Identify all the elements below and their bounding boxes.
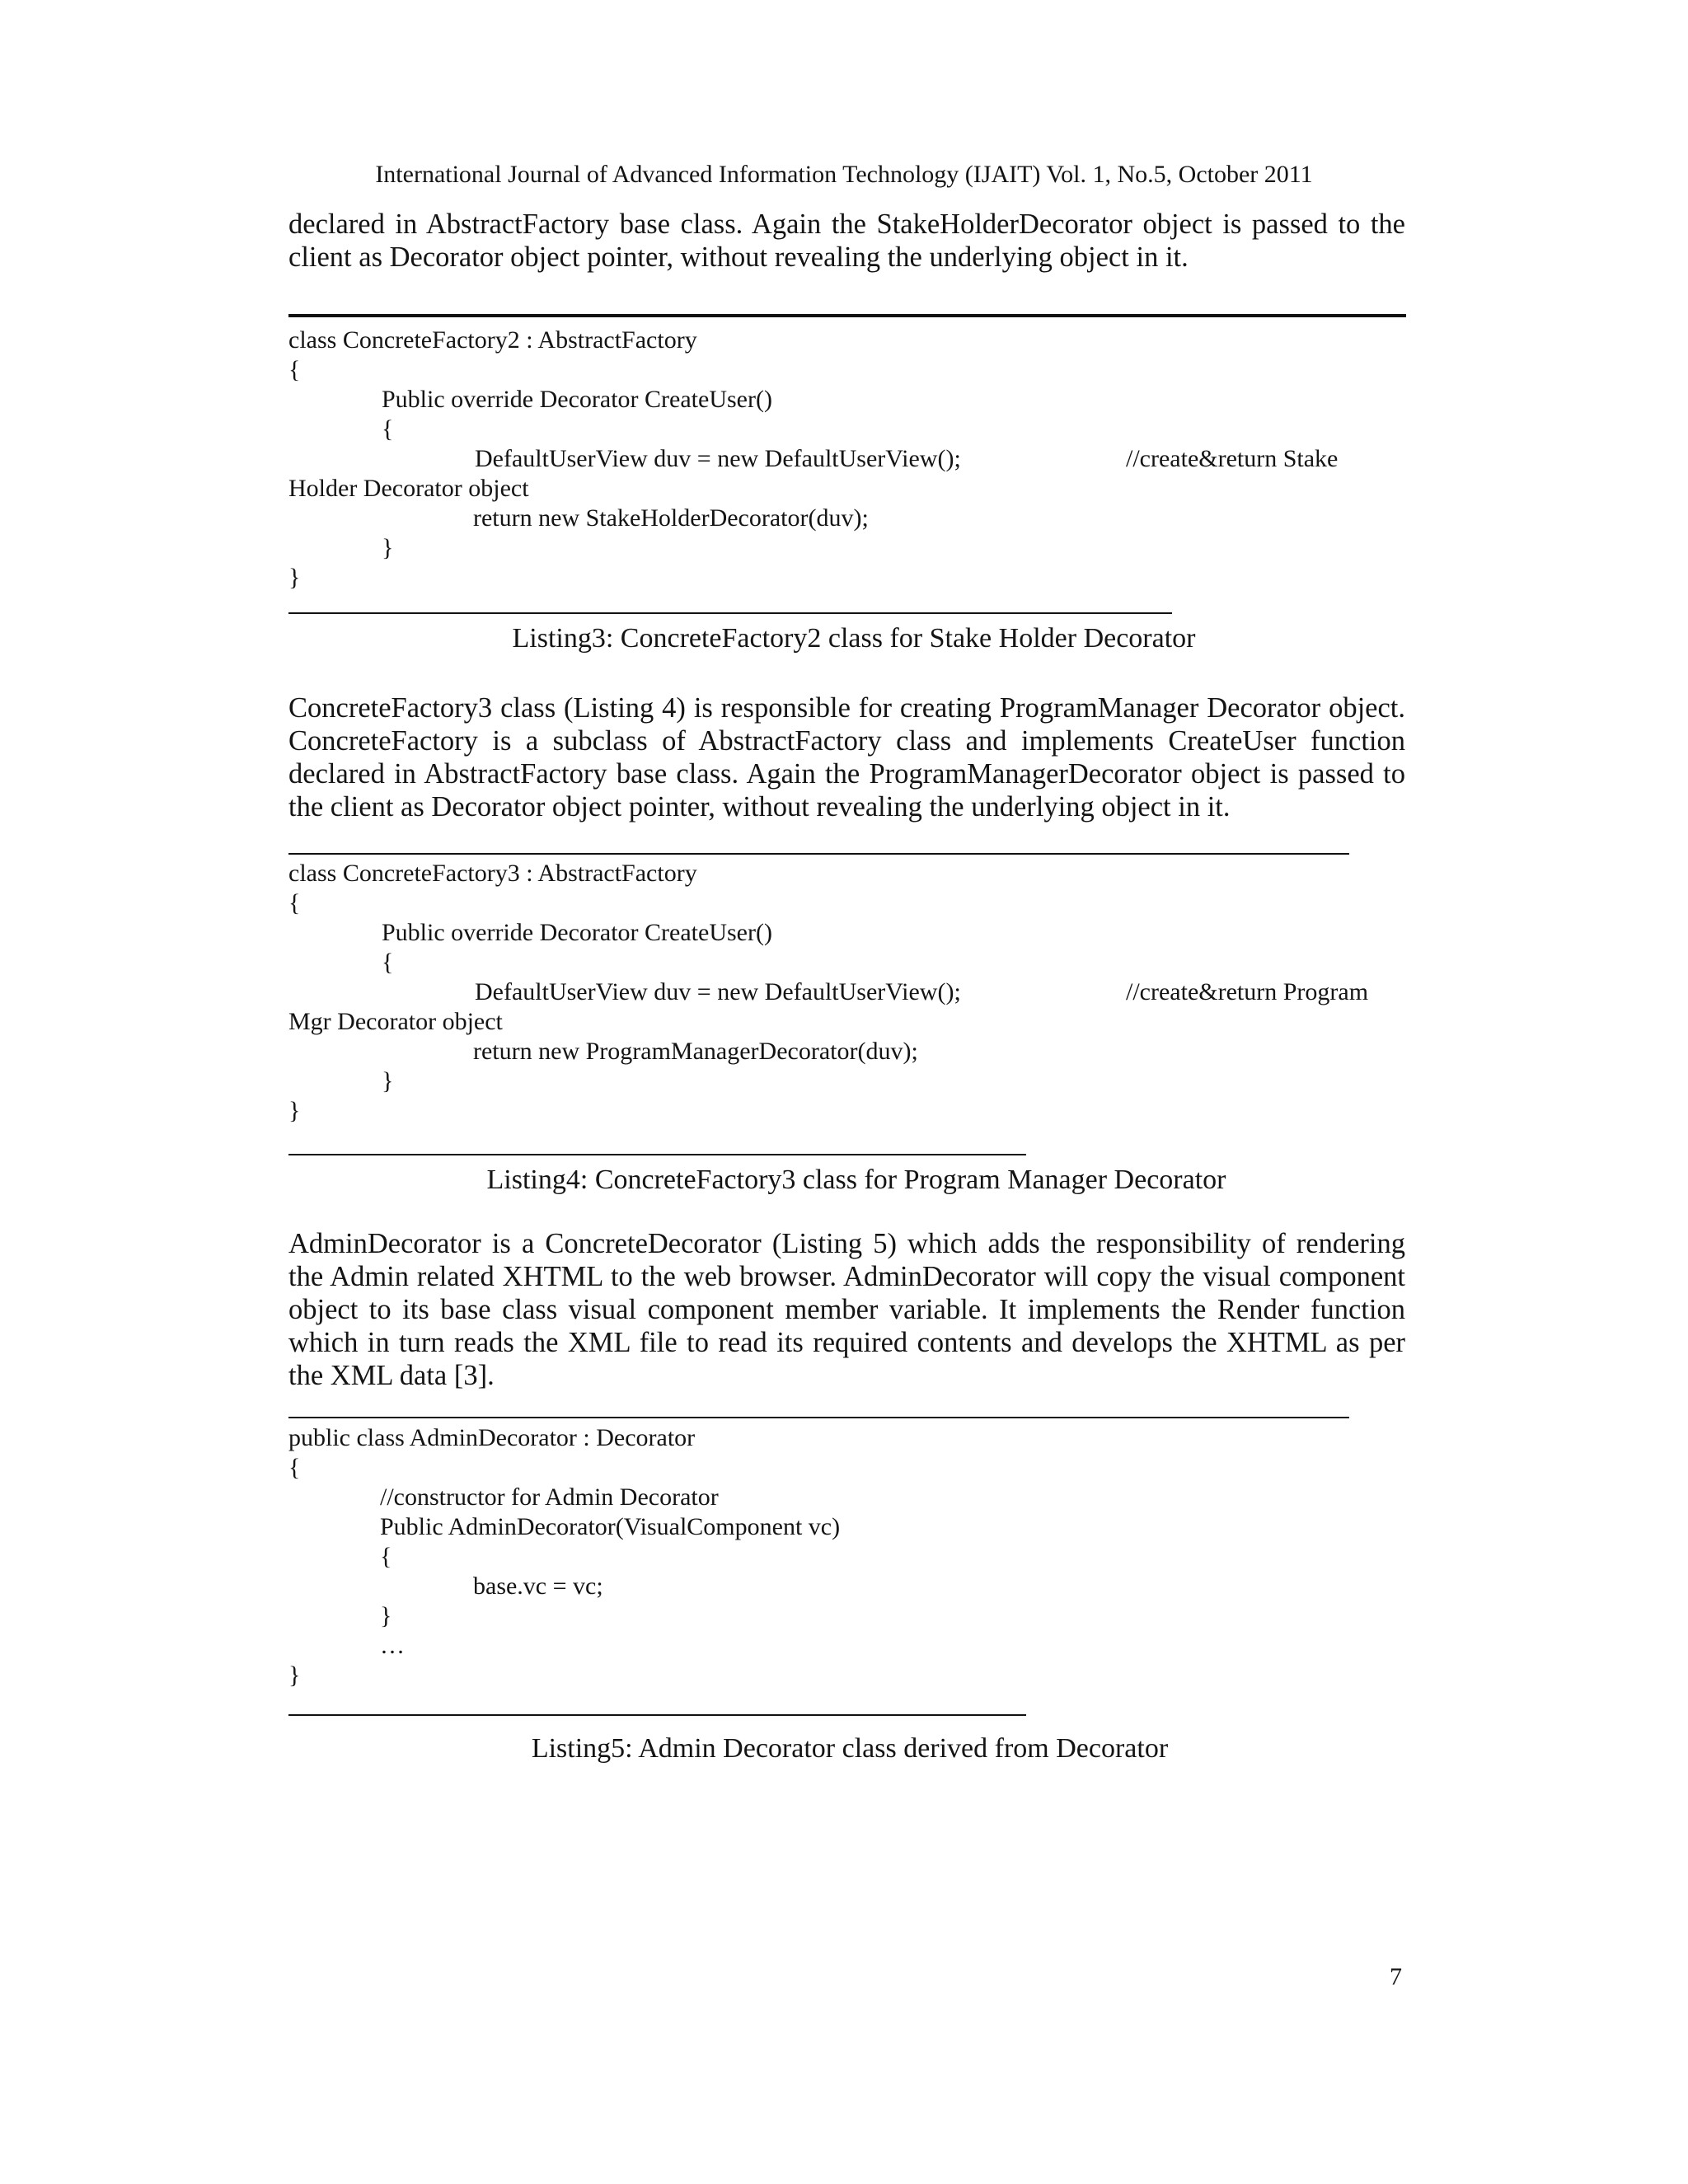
listing5-bottom-rule — [288, 1714, 1026, 1716]
code-line: } — [288, 1097, 301, 1124]
code-line: } — [380, 1602, 392, 1629]
paragraph-admin-decorator — [288, 1227, 1405, 1392]
paragraph-line: client as Decorator object pointer, without revealing the underlying object in it. — [288, 241, 1189, 273]
paragraph-listing4-intro — [288, 691, 1405, 823]
paragraph-line: object to its base class visual component member variable. It implements the Render function — [288, 1294, 1405, 1325]
paragraph-line: the XML data [3]. — [288, 1360, 495, 1391]
code-line: return new ProgramManagerDecorator(duv); — [473, 1038, 918, 1065]
code-line: DefaultUserView duv = new DefaultUserView(); — [475, 978, 961, 1005]
paragraph-line: the Admin related XHTML to the web browser. AdminDecorator will copy the visual component — [288, 1261, 1405, 1292]
code-line: … — [380, 1632, 405, 1659]
code-line: Holder Decorator object — [288, 475, 529, 502]
code-line: { — [382, 949, 394, 976]
code-line: base.vc = vc; — [473, 1572, 603, 1600]
code-line: Public AdminDecorator(VisualComponent vc) — [380, 1513, 841, 1540]
code-line: { — [382, 415, 394, 443]
paragraph-line: declared in AbstractFactory base class. Again the StakeHolderDecorator object is passed to the — [288, 209, 1405, 240]
code-line: DefaultUserView duv = new DefaultUserView(); — [475, 445, 961, 472]
listing4-bottom-rule — [288, 1154, 1026, 1155]
paragraph-line: ConcreteFactory is a subclass of AbstractFactory class and implements CreateUser function — [288, 725, 1405, 757]
paragraph-line: declared in AbstractFactory base class. Again the ProgramManagerDecorator object is passed to — [288, 758, 1405, 790]
code-line: { — [288, 889, 301, 916]
code-comment: //create&return Stake — [1126, 445, 1339, 472]
code-line: Mgr Decorator object — [288, 1008, 503, 1035]
listing3-caption: Listing3: ConcreteFactory2 class for Stake Holder Decorator — [512, 623, 1196, 654]
code-line: public class AdminDecorator : Decorator — [288, 1424, 696, 1451]
listing4-top-rule — [288, 853, 1349, 855]
code-line: { — [380, 1543, 392, 1570]
code-line: return new StakeHolderDecorator(duv); — [473, 504, 869, 532]
page-number: 7 — [1390, 1963, 1402, 1990]
paragraph-intro — [288, 208, 1405, 274]
listing5-top-rule — [288, 1417, 1349, 1418]
code-line: { — [288, 356, 301, 383]
code-line: } — [382, 534, 394, 561]
listing3-top-rule — [288, 314, 1406, 317]
paragraph-line: AdminDecorator is a ConcreteDecorator (Listing 5) which adds the responsibility of rendering — [288, 1228, 1405, 1259]
code-line: Public override Decorator CreateUser() — [382, 919, 772, 946]
listing5-caption: Listing5: Admin Decorator class derived from Decorator — [531, 1733, 1169, 1764]
code-line: class ConcreteFactory3 : AbstractFactory — [288, 860, 697, 887]
paragraph-line: the client as Decorator object pointer, without revealing the underlying object in it. — [288, 791, 1231, 823]
code-line: class ConcreteFactory2 : AbstractFactory — [288, 326, 697, 354]
code-line: } — [382, 1067, 394, 1094]
code-line: { — [288, 1454, 301, 1481]
listing4-caption: Listing4: ConcreteFactory3 class for Program Manager Decorator — [486, 1165, 1226, 1195]
paragraph-line: which in turn reads the XML file to read its required contents and develops the XHTML as per — [288, 1327, 1405, 1358]
listing3-bottom-rule — [288, 612, 1172, 614]
running-header: International Journal of Advanced Information Technology (IJAIT) Vol. 1, No.5, October 2011 — [375, 161, 1313, 188]
paragraph-line: ConcreteFactory3 class (Listing 4) is responsible for creating ProgramManager Decorator object. — [288, 692, 1405, 724]
code-line: } — [288, 564, 301, 591]
code-comment: //create&return Program — [1126, 978, 1369, 1005]
code-line: Public override Decorator CreateUser() — [382, 386, 772, 413]
code-line: //constructor for Admin Decorator — [380, 1483, 719, 1511]
code-line: } — [288, 1661, 301, 1689]
